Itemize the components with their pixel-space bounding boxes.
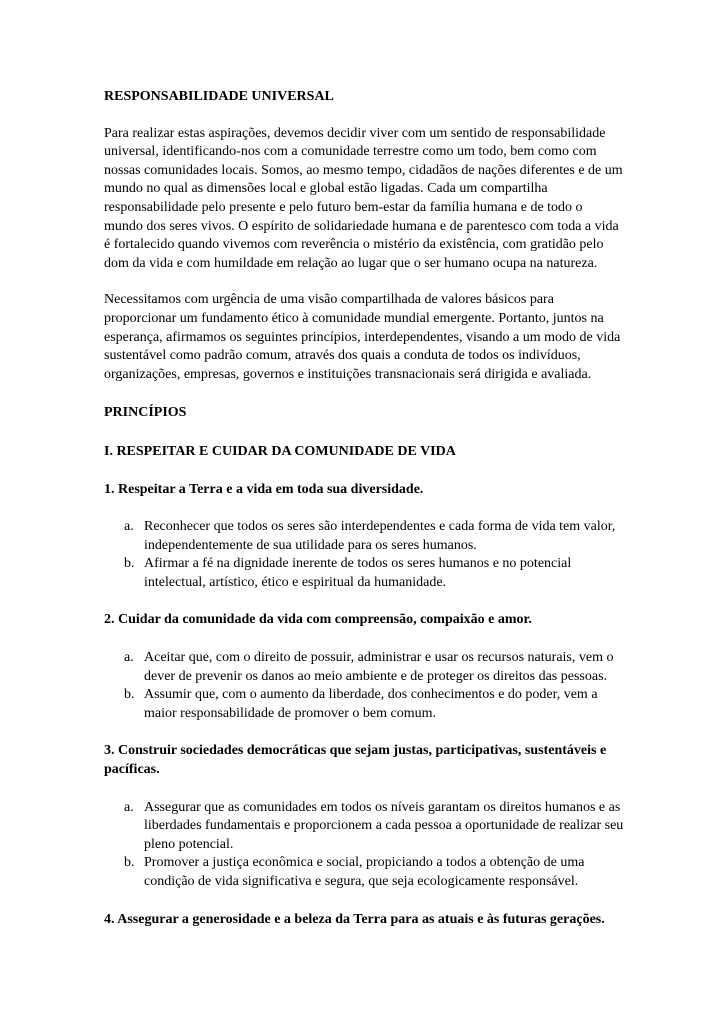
paragraph-shared-vision: Necessitamos com urgência de uma visão compartilhada de valores básicos para proporcionar um fundamento ético à comunidade mundial emergente. Portanto, juntos na esperança, afirmamos os seguintes princípios, interdependentes, visando a um modo de vida sustentável como padrão comum, através dos quais a conduta de todos os indivíduos, organizações, empresas, governos e instituições transnacionais será dirigida e avaliada.: [104, 292, 621, 382]
list-item: [104, 518, 624, 555]
document-page: [104, 88, 624, 929]
list-item-text: Assumir que, com o aumento da liberdade, dos conhecimentos e do poder, vem a: [144, 687, 598, 703]
principles-heading: PRINCÍPIOS: [104, 405, 187, 421]
principle-1-subitems: [104, 518, 624, 592]
list-letter: b.: [124, 687, 135, 703]
list-item-text: Aceitar que, com o direito de possuir, administrar e usar os recursos naturais, vem o dever de prevenir os danos ao meio ambiente e de proteger os direitos das pessoas.: [144, 650, 614, 684]
list-item-text: Reconhecer que todos os seres são interdependentes e cada forma de vida tem valor, independentemente de sua utilidade para os seres humanos.: [144, 519, 616, 553]
principle-3-subitems: [104, 799, 624, 892]
section-heading: I. RESPEITAR E CUIDAR DA COMUNIDADE DE VIDA: [104, 443, 456, 459]
list-letter: b.: [124, 855, 135, 871]
document-title: RESPONSABILIDADE UNIVERSAL: [104, 89, 334, 104]
list-item-text: Promover a justiça econômica e social, propiciando a todos a obtenção de uma condição de vida significativa e segura, que seja ecologicamente responsável.: [144, 855, 585, 889]
list-item: [104, 799, 624, 855]
principle-4-heading: 4. Assegurar a generosidade e a beleza da Terra para as atuais e às futuras gerações.: [104, 911, 605, 927]
principle-2-subitems: [104, 649, 624, 723]
list-item: [104, 649, 624, 686]
list-item-text: Afirmar a fé na dignidade inerente de todos os seres humanos e no potencial intelectual, artístico, ético e espiritual da humanidade.: [144, 556, 572, 590]
list-item-text: Assegurar que as comunidades em todos os níveis garantam os direitos humanos e as liberdades fundamentais e proporcionem a cada pessoa a oportunidade de realizar seu pleno potencial.: [144, 799, 624, 852]
list-item: [104, 854, 624, 891]
list-letter: b.: [124, 556, 135, 572]
paragraph-responsibility: Para realizar estas aspirações, devemos decidir viver com um sentido de responsabilidade universal, identificando-nos com a comunidade terrestre como um todo, bem como com nossas comunidades locais. Somos, ao mesmo tempo, cidadãos de nações diferentes e de um mundo no qual as dimensões local e global estão ligadas. Cada um compartilha responsabilidade pelo presente e pelo futuro bem-estar da família humana e de todo o mundo dos seres vivos. O espírito de solidariedade humana e de parentesco com toda a vida é fortalecido quando vivemos com reverência o mistério da existência, com gratidão pelo dom da vida e com humildade em relação ao lugar que o ser humano ocupa na natureza.: [104, 125, 623, 271]
principle-1-heading: 1. Respeitar a Terra e a vida em toda sua diversidade.: [104, 481, 424, 497]
list-item: [104, 555, 624, 592]
principle-3-heading: 3. Construir sociedades democráticas que sejam justas, participativas, sustentáveis e pacíficas.: [104, 743, 607, 778]
list-item: [104, 686, 624, 723]
list-item-text-continued: maior responsabilidade de promover o bem comum.: [144, 705, 436, 721]
list-letter: a.: [124, 799, 134, 815]
list-letter: a.: [124, 519, 134, 535]
list-letter: a.: [124, 650, 134, 666]
principle-2-heading: 2. Cuidar da comunidade da vida com compreensão, compaixão e amor.: [104, 612, 532, 628]
